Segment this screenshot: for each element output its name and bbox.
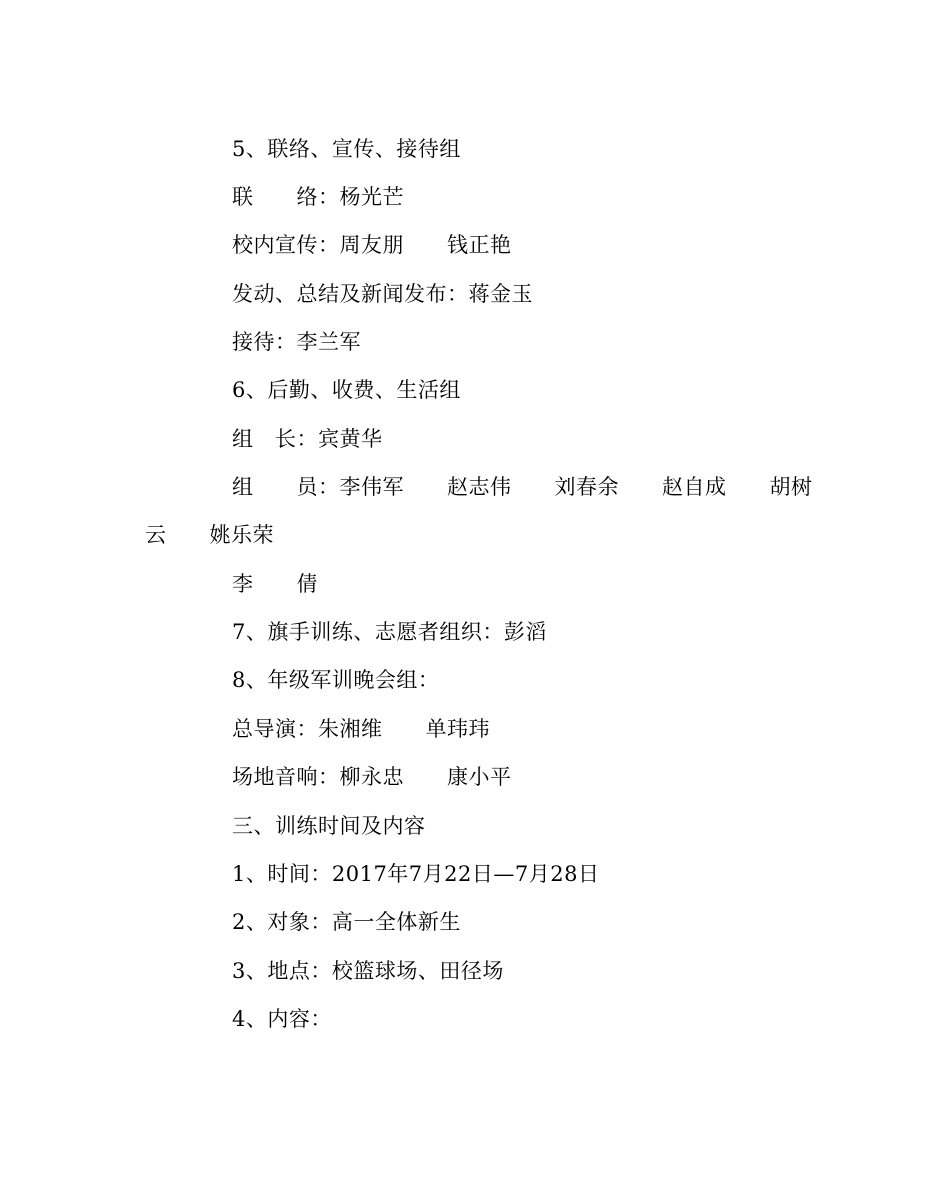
liaison-line: 联 络：杨光芒 xyxy=(232,185,404,209)
section-8-heading: 8、年级军训晚会组： xyxy=(232,668,440,692)
part-3-heading: 三、训练时间及内容 xyxy=(232,814,426,838)
news-release-line: 发动、总结及新闻发布：蒋金玉 xyxy=(232,282,533,306)
group-members-extra: 李 倩 xyxy=(232,572,318,596)
reception-line: 接待：李兰军 xyxy=(232,330,361,354)
venue-sound-line: 场地音响：柳永忠 康小平 xyxy=(232,765,512,789)
group-leader-line: 组 长：宾黄华 xyxy=(232,427,383,451)
section-5-heading: 5、联络、宣传、接待组 xyxy=(232,137,461,161)
section-7-heading: 7、旗手训练、志愿者组织：彭滔 xyxy=(232,620,547,644)
group-members-continuation: 云 姚乐荣 xyxy=(145,523,274,547)
location-line: 3、地点：校篮球场、田径场 xyxy=(232,959,504,983)
section-6-heading: 6、后勤、收费、生活组 xyxy=(232,378,461,402)
group-members-line: 组 员：李伟军 赵志伟 刘春余 赵自成 胡树 xyxy=(232,475,813,499)
time-line: 1、时间：2017年7月22日—7月28日 xyxy=(232,862,600,886)
target-line: 2、对象：高一全体新生 xyxy=(232,910,461,934)
director-line: 总导演：朱湘维 单玮玮 xyxy=(232,717,490,741)
content-heading: 4、内容： xyxy=(232,1007,332,1031)
campus-publicity-line: 校内宣传：周友朋 钱正艳 xyxy=(232,233,512,257)
